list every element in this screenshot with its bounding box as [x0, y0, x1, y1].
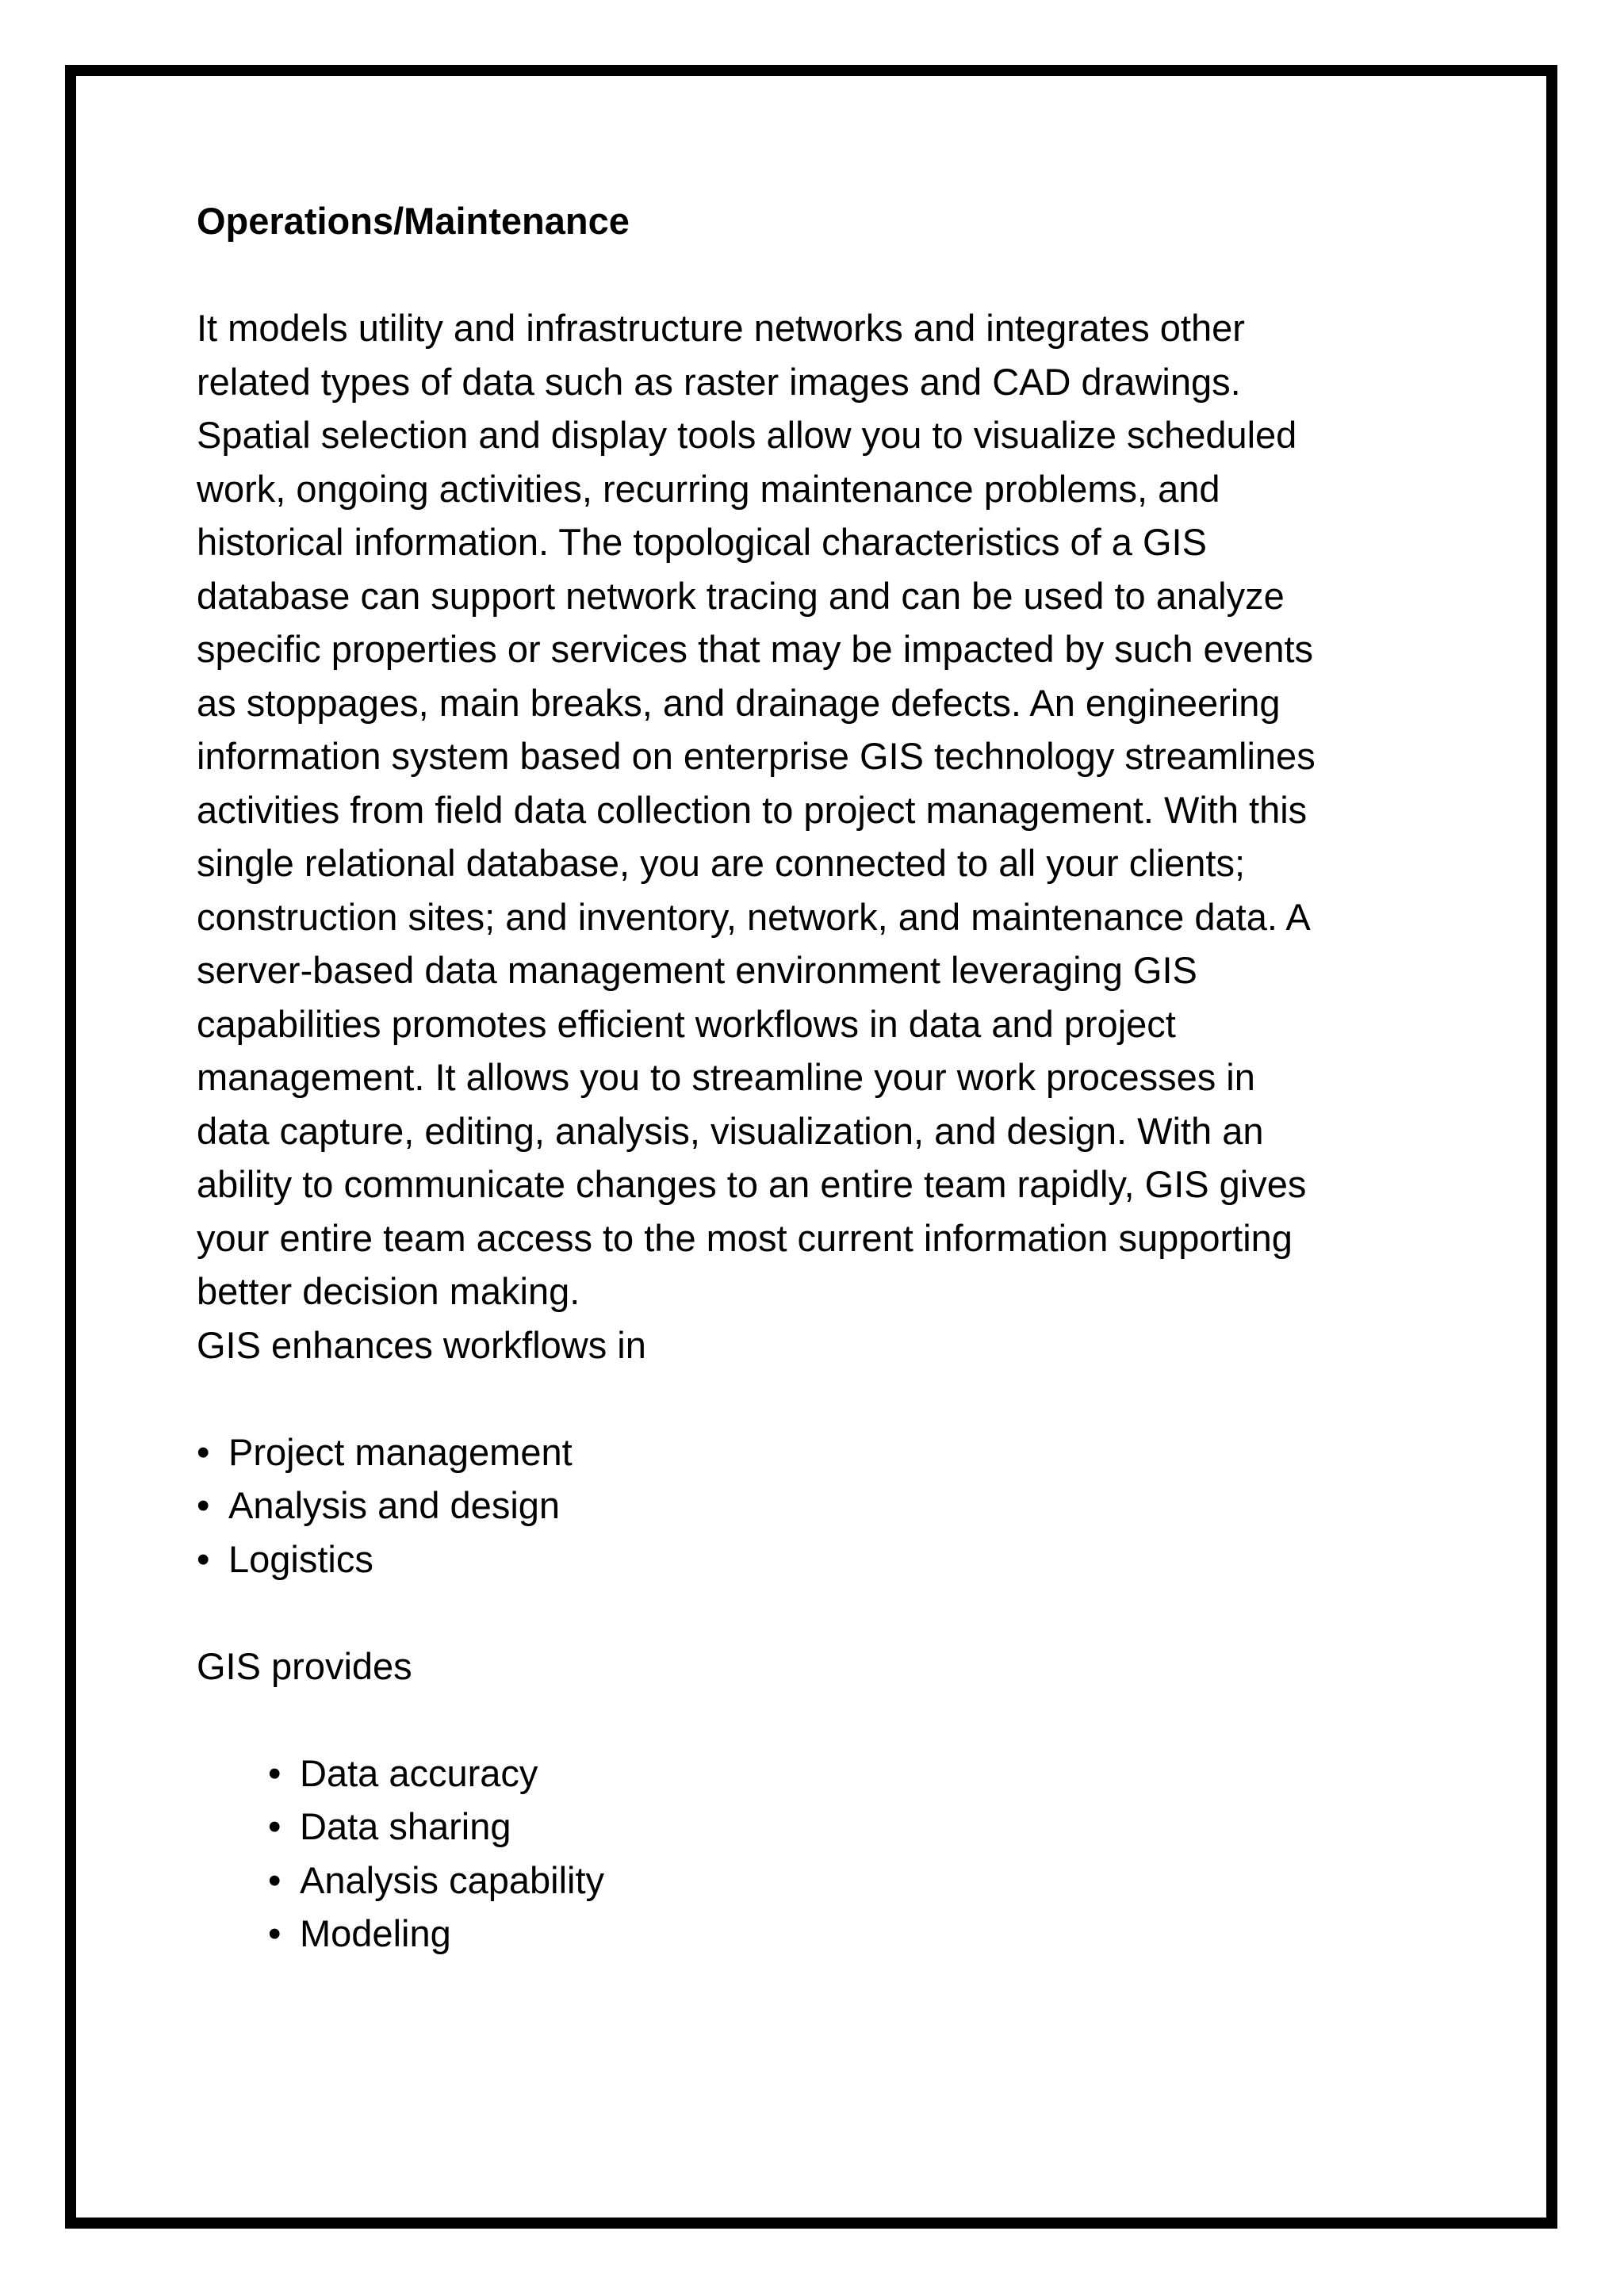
body-paragraph [197, 301, 1450, 1318]
list-item-label: Project management [228, 1430, 573, 1473]
list-item [268, 1907, 1450, 1961]
paragraph-line: work, ongoing activities, recurring maintenance problems, and [197, 467, 1220, 510]
list-item [197, 1533, 1450, 1586]
paragraph-line: ability to communicate changes to an entire team rapidly, GIS gives [197, 1163, 1307, 1205]
list-item-label: Logistics [228, 1537, 373, 1580]
list-item [197, 1479, 1450, 1533]
paragraph-line: data capture, editing, analysis, visualization, and design. With an [197, 1109, 1264, 1152]
workflows-list [197, 1425, 1450, 1586]
bullet-icon: • [197, 1484, 210, 1526]
paragraph-line: your entire team access to the most current information supporting [197, 1216, 1293, 1259]
list-item-label: Analysis and design [228, 1484, 561, 1526]
paragraph-line: Spatial selection and display tools allow you to visualize scheduled [197, 414, 1297, 456]
paragraph-line: historical information. The topological characteristics of a GIS [197, 521, 1207, 563]
paragraph-line: as stoppages, main breaks, and drainage defects. An engineering [197, 681, 1281, 724]
bullet-icon: • [268, 1858, 282, 1901]
provides-intro: GIS provides [197, 1644, 412, 1687]
bullet-icon: • [268, 1912, 282, 1954]
document-body [197, 194, 1450, 1961]
paragraph-line: It models utility and infrastructure networks and integrates other [197, 307, 1245, 349]
paragraph-line: management. It allows you to streamline your work processes in [197, 1056, 1255, 1098]
paragraph-line: better decision making. [197, 1270, 580, 1312]
list-item [268, 1800, 1450, 1854]
bullet-icon: • [268, 1805, 282, 1847]
list-item [268, 1747, 1450, 1800]
paragraph-line: information system based on enterprise GIS technology streamlines [197, 735, 1316, 777]
paragraph-line: construction sites; and inventory, network, and maintenance data. A [197, 895, 1311, 938]
list-item-label: Data sharing [300, 1805, 511, 1847]
list-item-label: Data accuracy [300, 1751, 538, 1794]
paragraph-line: specific properties or services that may be impacted by such events [197, 628, 1314, 670]
section-heading: Operations/Maintenance [197, 200, 630, 242]
bullet-icon: • [268, 1751, 282, 1794]
paragraph-line: capabilities promotes efficient workflows in data and project [197, 1002, 1176, 1045]
list-item-label: Modeling [300, 1912, 451, 1954]
workflows-intro: GIS enhances workflows in [197, 1323, 646, 1366]
bullet-icon: • [197, 1537, 210, 1580]
paragraph-line: single relational database, you are connected to all your clients; [197, 842, 1246, 884]
paragraph-line: database can support network tracing and can be used to analyze [197, 574, 1285, 617]
paragraph-line: activities from field data collection to project management. With this [197, 788, 1308, 831]
bullet-icon: • [197, 1430, 210, 1473]
list-item [268, 1854, 1450, 1908]
list-item [197, 1425, 1450, 1479]
paragraph-line: related types of data such as raster images and CAD drawings. [197, 360, 1241, 403]
list-item-label: Analysis capability [300, 1858, 605, 1901]
provides-list [197, 1747, 1450, 1961]
paragraph-line: server-based data management environment leveraging GIS [197, 949, 1197, 991]
